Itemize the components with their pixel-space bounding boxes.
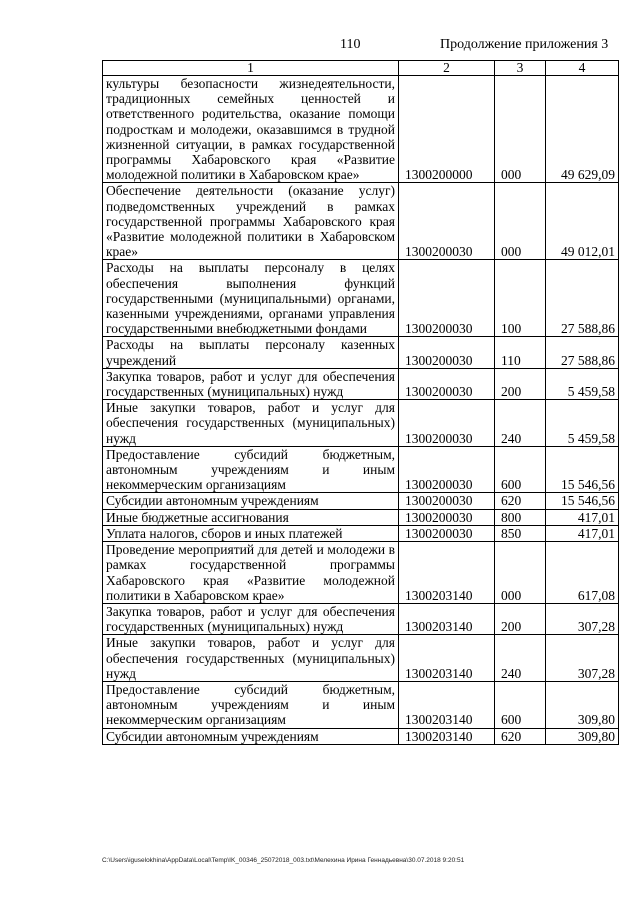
row-name-cell: Предоставление субсидий бюджетным, автономным учреждениям и иным некоммерческим организациям	[103, 681, 399, 728]
table-row	[103, 493, 619, 509]
table-row	[103, 728, 619, 744]
table-row	[103, 635, 619, 682]
row-name-cell: культуры безопасности жизнедеятельности, традиционных семейных ценностей и ответственного родительства, оказание помощи подросткам и молодежи, оказавшимся в трудной жизненной ситуации, в рамках государственной программы Хабаровского края «Развитие молодежной политики в Хабаровском крае»	[103, 76, 399, 183]
row-type-cell: 800	[495, 509, 546, 525]
row-type-cell: 600	[495, 446, 546, 493]
row-code-cell: 1300203140	[399, 728, 495, 744]
row-code-cell: 1300200030	[399, 183, 495, 260]
row-code-cell: 1300200030	[399, 446, 495, 493]
row-code-cell: 1300203140	[399, 603, 495, 634]
row-type-cell: 200	[495, 368, 546, 399]
budget-table	[102, 60, 619, 745]
file-path-footer: C:\Users\iguselokhina\AppData\Local\Temp\IK_00346_25072018_003.txt\Мелехина Ирина Геннадьевна\30.07.2018 9:20:51	[102, 857, 465, 864]
row-code-cell: 1300200030	[399, 368, 495, 399]
column-header-1: 1	[103, 61, 399, 76]
row-amount-cell: 15 546,56	[546, 493, 619, 509]
row-type-cell: 850	[495, 525, 546, 541]
row-code-cell: 1300200030	[399, 509, 495, 525]
table-row	[103, 525, 619, 541]
row-code-cell: 1300200000	[399, 76, 495, 183]
row-amount-cell: 309,80	[546, 681, 619, 728]
table-header-row	[103, 61, 619, 76]
table-row	[103, 183, 619, 260]
row-code-cell: 1300203140	[399, 542, 495, 604]
row-amount-cell: 417,01	[546, 525, 619, 541]
table-row	[103, 260, 619, 337]
row-name-cell: Закупка товаров, работ и услуг для обеспечения государственных (муниципальных) нужд	[103, 603, 399, 634]
row-name-cell: Субсидии автономным учреждениям	[103, 728, 399, 744]
row-amount-cell: 15 546,56	[546, 446, 619, 493]
row-amount-cell: 5 459,58	[546, 368, 619, 399]
row-code-cell: 1300203140	[399, 681, 495, 728]
table-row	[103, 509, 619, 525]
column-header-3: 3	[495, 61, 546, 76]
row-type-cell: 240	[495, 400, 546, 447]
row-name-cell: Обеспечение деятельности (оказание услуг) подведомственных учреждений в рамках государственной программы Хабаровского края «Развитие молодежной политики в Хабаровском крае»	[103, 183, 399, 260]
row-type-cell: 200	[495, 603, 546, 634]
row-name-cell: Расходы на выплаты персоналу казенных учреждений	[103, 337, 399, 368]
table-row	[103, 400, 619, 447]
row-code-cell: 1300200030	[399, 400, 495, 447]
row-code-cell: 1300200030	[399, 260, 495, 337]
row-amount-cell: 27 588,86	[546, 260, 619, 337]
row-type-cell: 100	[495, 260, 546, 337]
column-header-2: 2	[399, 61, 495, 76]
row-type-cell: 240	[495, 635, 546, 682]
row-type-cell: 620	[495, 493, 546, 509]
row-amount-cell: 49 629,09	[546, 76, 619, 183]
table-row	[103, 368, 619, 399]
row-name-cell: Уплата налогов, сборов и иных платежей	[103, 525, 399, 541]
row-amount-cell: 307,28	[546, 603, 619, 634]
page-number: 110	[340, 37, 361, 52]
row-type-cell: 000	[495, 183, 546, 260]
row-amount-cell: 307,28	[546, 635, 619, 682]
row-amount-cell: 417,01	[546, 509, 619, 525]
row-name-cell: Предоставление субсидий бюджетным, автономным учреждениям и иным некоммерческим организациям	[103, 446, 399, 493]
row-name-cell: Иные бюджетные ассигнования	[103, 509, 399, 525]
row-amount-cell: 5 459,58	[546, 400, 619, 447]
row-amount-cell: 49 012,01	[546, 183, 619, 260]
row-type-cell: 600	[495, 681, 546, 728]
row-type-cell: 000	[495, 76, 546, 183]
row-name-cell: Субсидии автономным учреждениям	[103, 493, 399, 509]
row-name-cell: Иные закупки товаров, работ и услуг для обеспечения государственных (муниципальных) нужд	[103, 400, 399, 447]
row-name-cell: Иные закупки товаров, работ и услуг для обеспечения государственных (муниципальных) нужд	[103, 635, 399, 682]
row-code-cell: 1300200030	[399, 493, 495, 509]
table-row	[103, 603, 619, 634]
table-row	[103, 337, 619, 368]
row-type-cell: 620	[495, 728, 546, 744]
row-type-cell: 110	[495, 337, 546, 368]
row-type-cell: 000	[495, 542, 546, 604]
row-code-cell: 1300200030	[399, 525, 495, 541]
table-row	[103, 446, 619, 493]
row-code-cell: 1300203140	[399, 635, 495, 682]
row-amount-cell: 617,08	[546, 542, 619, 604]
row-name-cell: Закупка товаров, работ и услуг для обеспечения государственных (муниципальных) нужд	[103, 368, 399, 399]
row-code-cell: 1300200030	[399, 337, 495, 368]
table-row	[103, 76, 619, 183]
row-amount-cell: 27 588,86	[546, 337, 619, 368]
column-header-4: 4	[546, 61, 619, 76]
row-name-cell: Расходы на выплаты персоналу в целях обеспечения выполнения функций государственными (муниципальными) органами, казенными учреждениями, органами управления государственными внебюджетными фондами	[103, 260, 399, 337]
continuation-label: Продолжение приложения 3	[440, 37, 609, 52]
table-row	[103, 542, 619, 604]
table-row	[103, 681, 619, 728]
row-amount-cell: 309,80	[546, 728, 619, 744]
row-name-cell: Проведение мероприятий для детей и молодежи в рамках государственной программы Хабаровского края «Развитие молодежной политики в Хабаровском крае»	[103, 542, 399, 604]
